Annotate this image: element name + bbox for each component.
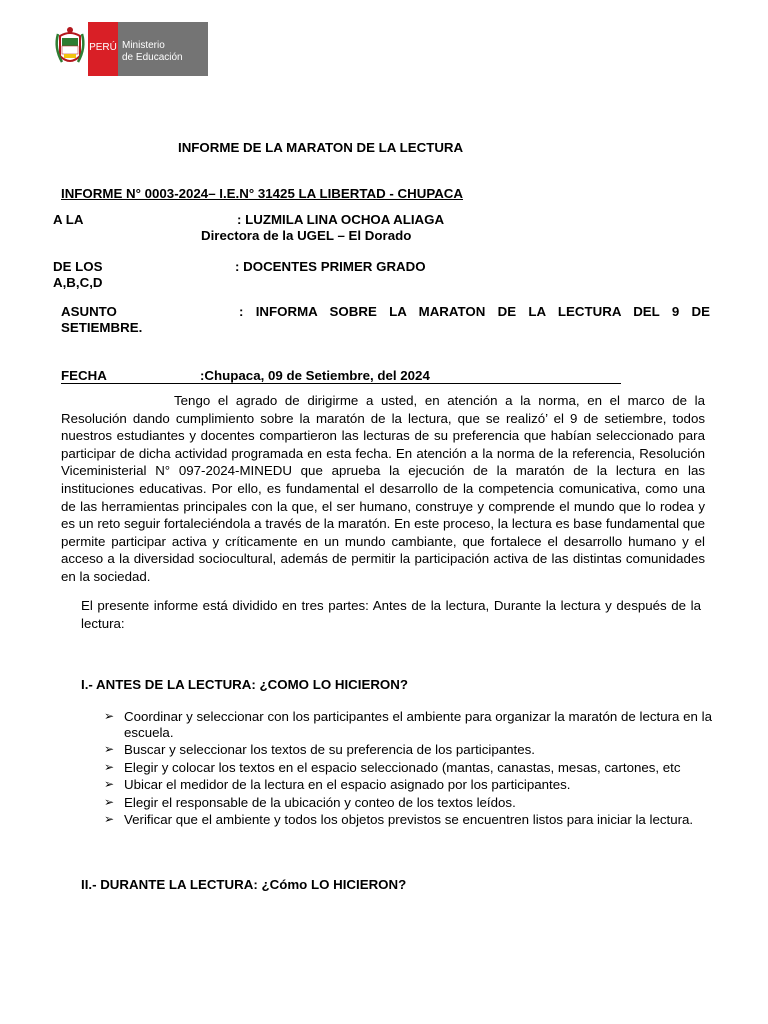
a-la-value: : LUZMILA LINA OCHOA ALIAGA [237,212,445,227]
fecha-value: :Chupaca, 09 de Setiembre, del 2024 [200,368,430,383]
asunto-value: : INFORMA SOBRE LA MARATON DE LA LECTURA DEL 9 DE [239,304,710,319]
list-item-text: Elegir y colocar los textos en el espacio seleccionado (mantas, canastas, mesas, cartones, etc [124,759,681,775]
ministry-label [122,40,183,64]
body-paragraph [61,392,705,586]
bullet-arrow-icon: ➢ [104,759,115,774]
bullet-arrow-icon: ➢ [104,794,115,809]
section-1-title: I.- ANTES DE LA LECTURA: ¿COMO LO HICIERON? [81,677,408,692]
ministry-line-1: Ministerio [122,40,165,51]
bullet-arrow-icon: ➢ [104,812,115,826]
a-la-label: A LA [53,212,84,227]
list-item-text: Ubicar el medidor de la lectura en el espacio asignado por los participantes. [124,777,571,792]
list-item [104,760,712,776]
national-seal-icon [52,22,88,76]
list-item-text: Coordinar y seleccionar con los participantes el ambiente para organizar la maratón de lectura en la escuela. [124,709,712,740]
fecha-label: FECHA [61,368,107,383]
section-1-list [104,709,712,830]
list-item-text: Buscar y seleccionar los textos de su preferencia de los participantes. [124,742,535,757]
de-los-label: DE LOS [53,259,103,274]
informe-number: INFORME N° 0003-2024– I.E.N° 31425 LA LIBERTAD - CHUPACA [61,186,464,201]
document-title: INFORME DE LA MARATON DE LA LECTURA [178,140,464,155]
bullet-arrow-icon: ➢ [104,777,115,791]
list-item [104,795,712,811]
list-item [104,709,712,740]
de-los-grades: A,B,C,D [53,275,103,290]
ministry-line-2: de Educación [122,52,183,63]
fecha-underline [61,383,621,384]
asunto-label: ASUNTO [61,304,117,319]
intro-paragraph: El presente informe está dividido en tres partes: Antes de la lectura, Durante la lectura y después de la lectura: [81,598,701,631]
list-item-text: Verificar que el ambiente y todos los objetos previstos se encuentren listos para iniciar la lectura. [124,812,694,827]
bullet-arrow-icon: ➢ [104,709,115,723]
list-item-text: Elegir el responsable de la ubicación y conteo de los textos leídos. [124,794,516,810]
asunto-value-cont: SETIEMBRE. [61,320,143,335]
section-2-title: II.- DURANTE LA LECTURA: ¿Cómo LO HICIERON? [81,877,407,892]
bullet-arrow-icon: ➢ [104,742,115,756]
peru-block [88,22,118,76]
body-paragraph-text: Tengo el agrado de dirigirme a usted, en atención a la norma, en el marco de la Resolución dando cumplimiento sobre la maratón de la lectura, que se realizó’ el 9 de setiembre, todos nuestros estudiantes y docentes compartieron las lecturas de su preferencia que habían seleccionado para participar de dicha actividad programada en esta fecha. En atención a la norma de la referencia, Resolución Viceministerial N° 097-2024-MINEDU que aprueba la ejecución de la maratón de la lectura en las instituciones educativas. Por ello, es fundamental el desarrollo de la competencia comunicativa, como una de las herramientas principales con la que, el ser humano, construye y comprende el mundo que lo rodea y es un reto seguir fortaleciéndola a través de la maratón. En este proceso, la lectura es base fundamental que permite participar activa y críticamente en un mundo cambiante, que fortalece el desarrollo humano y el acceso a la diversidad sociocultural, además de permitir la participación activa de las distintas comunidades en la sociedad. [61,393,705,584]
de-los-value: : DOCENTES PRIMER GRADO [235,259,426,274]
list-item [104,742,712,758]
peru-label: PERÚ [89,42,117,53]
list-item [104,812,712,828]
list-item [104,777,712,793]
a-la-role: Directora de la UGEL – El Dorado [201,228,412,243]
ministry-block [118,22,208,76]
ministry-logo [52,22,208,76]
